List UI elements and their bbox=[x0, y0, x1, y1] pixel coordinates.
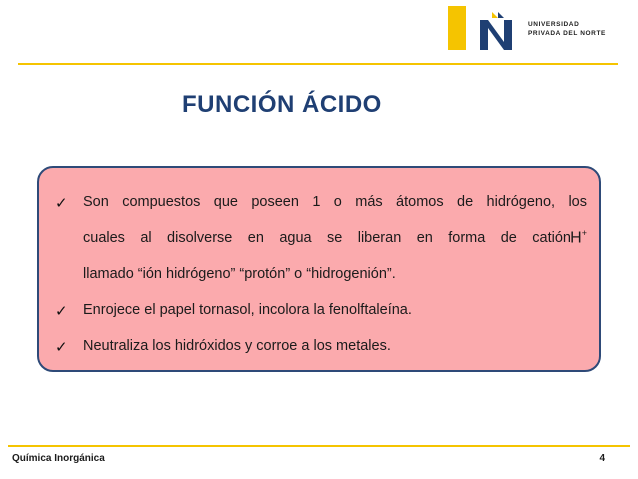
page-number: 4 bbox=[599, 453, 605, 464]
logo-wordmark bbox=[528, 20, 628, 38]
bullet-1-line-2: cuales al disolverse en agua se liberan en forma de catión bbox=[83, 230, 571, 246]
bullet-2-text: Enrojece el papel tornasol, incolora la fenolftaleína. bbox=[83, 302, 412, 318]
logo-line-2: PRIVADA DEL NORTE bbox=[528, 30, 606, 37]
logo-line-1: UNIVERSIDAD bbox=[528, 21, 580, 28]
content-card bbox=[37, 166, 601, 372]
cation-letter: H bbox=[570, 229, 582, 247]
cation-charge: + bbox=[581, 228, 587, 238]
footer-course: Química Inorgánica bbox=[12, 453, 105, 464]
bullet-1 bbox=[55, 194, 587, 294]
slide-title: FUNCIÓN ÁCIDO bbox=[182, 91, 382, 118]
logo-n-icon bbox=[474, 10, 522, 54]
bullet-3 bbox=[55, 338, 587, 358]
checkmark-icon: ✓ bbox=[55, 303, 68, 320]
header-divider bbox=[18, 63, 618, 65]
logo-yellow-bar bbox=[448, 6, 466, 50]
bullet-1-line-3: llamado “ión hidrógeno” “protón” o “hidrogenión”. bbox=[83, 266, 396, 282]
footer-divider bbox=[8, 445, 630, 447]
university-logo bbox=[448, 6, 628, 56]
checkmark-icon: ✓ bbox=[55, 339, 68, 356]
bullet-1-line-1: Son compuestos que poseen 1 o más átomos de hidrógeno, los bbox=[83, 194, 587, 210]
bullet-3-text: Neutraliza los hidróxidos y corroe a los metales. bbox=[83, 338, 391, 354]
bullet-2 bbox=[55, 302, 587, 322]
bullet-1-line-2-wrap bbox=[83, 230, 571, 246]
cation-symbol bbox=[570, 228, 587, 247]
checkmark-icon: ✓ bbox=[55, 195, 68, 212]
